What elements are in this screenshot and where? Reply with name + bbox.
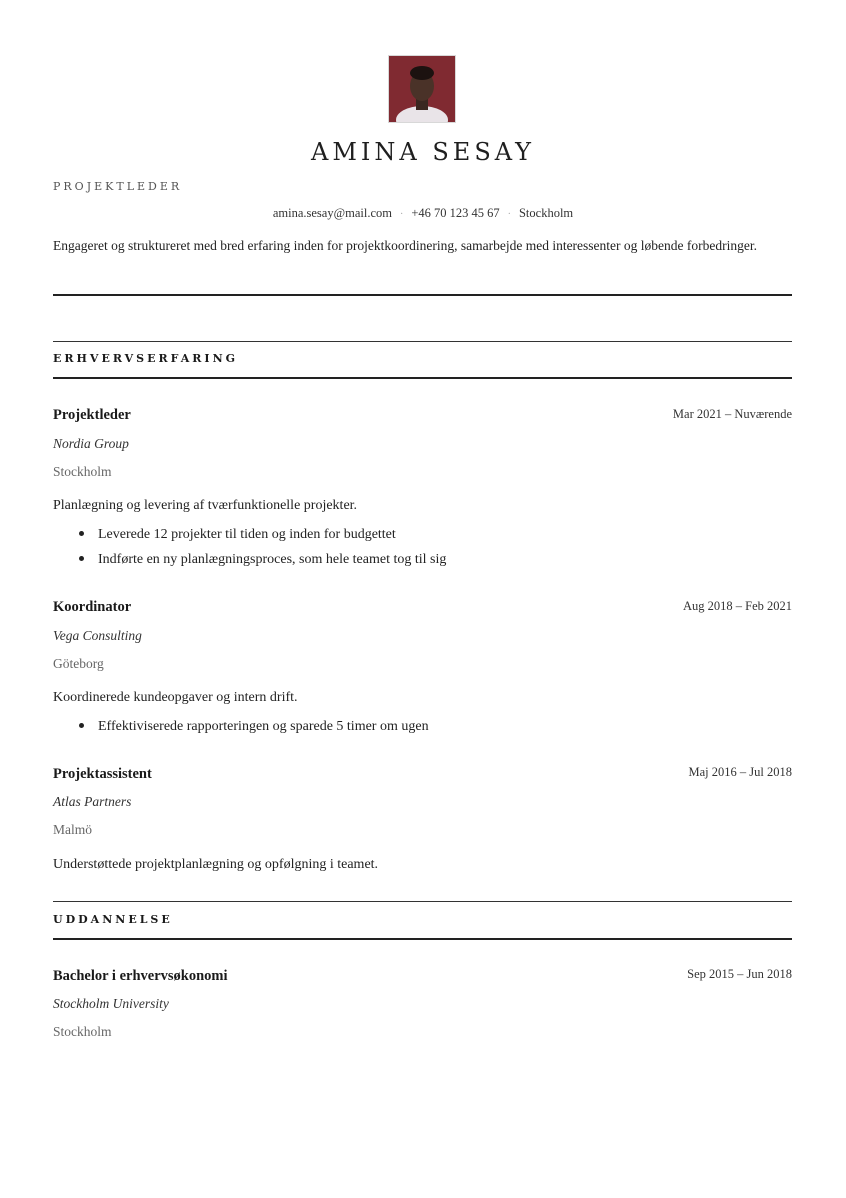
job-title: Projektleder xyxy=(53,407,131,423)
job-dates: Maj 2016 – Jul 2018 xyxy=(688,765,792,779)
job-company: Atlas Partners xyxy=(53,794,132,809)
contact-separator: · xyxy=(399,209,404,220)
contact-separator: · xyxy=(507,209,511,220)
job-title: Projektassistent xyxy=(53,766,152,782)
job-city: Malmö xyxy=(53,822,92,837)
education-city: Stockholm xyxy=(53,1024,112,1039)
candidate-name: AMINA SESAY xyxy=(311,138,535,166)
job-company: Vega Consulting xyxy=(53,628,142,643)
job-bullet xyxy=(79,552,446,568)
job-bullet xyxy=(79,527,396,543)
job-description: Planlægning og levering af tværfunktionelle projekter. xyxy=(53,498,358,513)
job-role-subtitle: PROJEKTLEDER xyxy=(53,180,183,193)
job-title: Koordinator xyxy=(53,599,132,615)
email-text: amina.sesay@mail.com xyxy=(272,206,392,220)
portrait-image xyxy=(389,56,455,122)
header-divider xyxy=(53,294,792,296)
bullet-dot xyxy=(79,723,84,728)
job-bullet xyxy=(79,719,429,735)
job-city: Stockholm xyxy=(53,464,112,479)
education-school: Stockholm University xyxy=(53,996,169,1011)
bullet-text: Indførte en ny planlægningsproces, som hele teamet tog til sig xyxy=(98,552,447,567)
job-description: Koordinerede kundeopgaver og intern drift. xyxy=(53,690,298,705)
section-rule-bottom xyxy=(53,377,792,379)
section-rule-top xyxy=(53,341,792,342)
section-title-education: UDDANNELSE xyxy=(53,913,173,926)
profile-photo xyxy=(388,55,456,123)
job-description: Understøttede projektplanlægning og opfølgning i teamet. xyxy=(53,857,379,872)
section-title-experience: ERHVERVSERFARING xyxy=(53,352,239,365)
job-company: Nordia Group xyxy=(53,436,129,451)
section-rule-top xyxy=(53,901,792,902)
bullet-dot xyxy=(79,531,84,536)
phone-text: +46 70 123 45 67 xyxy=(411,206,500,220)
contact-line xyxy=(0,206,846,221)
bullet-text: Effektiviserede rapporteringen og sparede 5 timer om ugen xyxy=(98,719,429,734)
profile-summary: Engageret og struktureret med bred erfaring inden for projektkoordinering, samarbejde med interessenter og løbende forbedringer. xyxy=(53,238,757,253)
education-degree: Bachelor i erhvervsøkonomi xyxy=(53,968,228,984)
bullet-dot xyxy=(79,556,84,561)
education-dates: Sep 2015 – Jun 2018 xyxy=(687,967,792,981)
job-city: Göteborg xyxy=(53,656,104,671)
job-dates: Mar 2021 – Nuværende xyxy=(672,407,792,421)
bullet-text: Leverede 12 projekter til tiden og inden for budgettet xyxy=(98,527,396,542)
section-rule-bottom xyxy=(53,938,792,940)
city-text: Stockholm xyxy=(518,206,574,220)
job-dates: Aug 2018 – Feb 2021 xyxy=(682,599,792,613)
